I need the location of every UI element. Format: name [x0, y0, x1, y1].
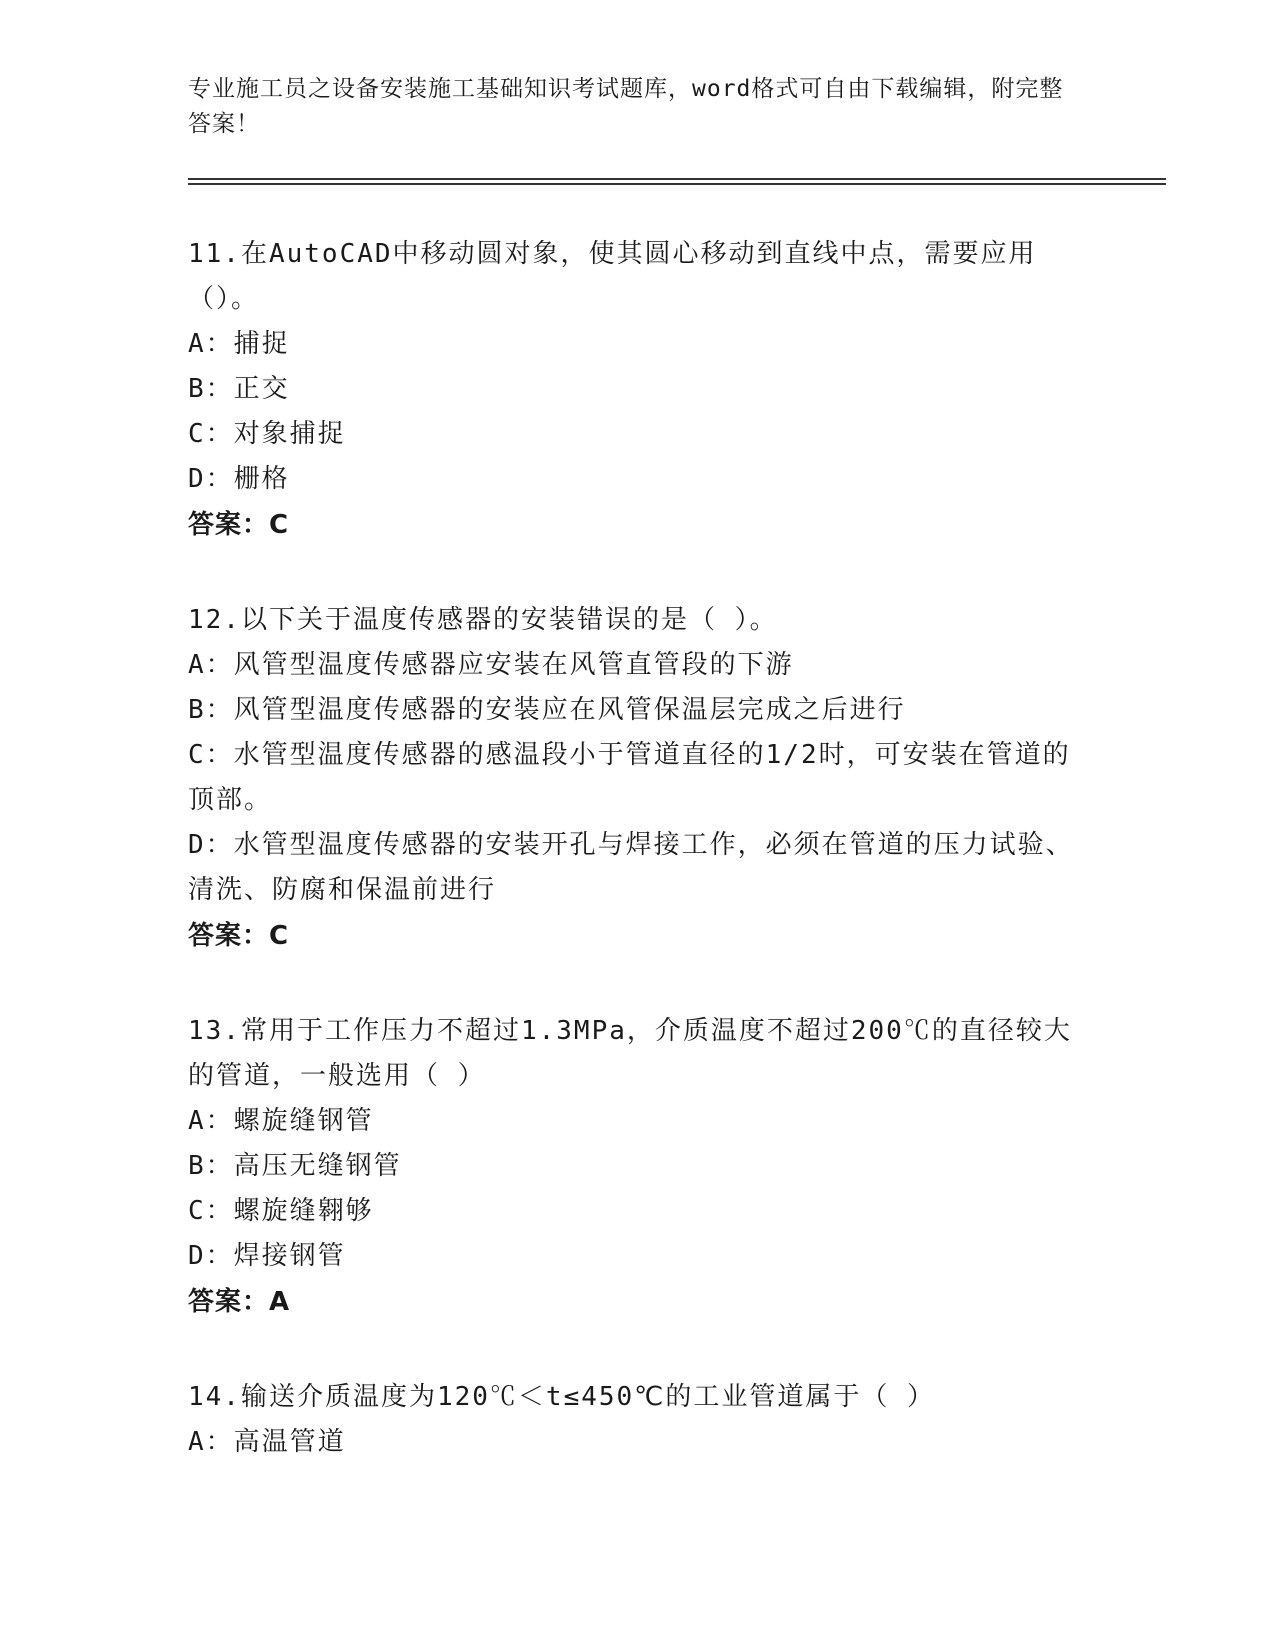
question-13	[188, 1009, 1088, 1325]
answer-label: 答案：C	[188, 510, 290, 540]
option-a: A：捕捉	[188, 329, 290, 359]
question-14	[188, 1375, 1088, 1465]
question-list	[188, 232, 1088, 1515]
question-12	[188, 598, 1088, 959]
option-d: D：水管型温度传感器的安装开孔与焊接工作，必须在管道的压力试验、清洗、防腐和保温前进行	[188, 830, 1074, 905]
question-11	[188, 232, 1088, 548]
option-c: C：水管型温度传感器的感温段小于管道直径的1/2时，可安装在管道的顶部。	[188, 740, 1071, 815]
question-stem: 12.以下关于温度传感器的安装错误的是（ ）。	[188, 605, 778, 635]
option-c: C：螺旋缝翱够	[188, 1196, 374, 1226]
option-b: B：风管型温度传感器的安装应在风管保温层完成之后进行	[188, 695, 906, 725]
answer-label: 答案：C	[188, 921, 290, 951]
header-divider-top	[188, 178, 1166, 180]
option-d: D：焊接钢管	[188, 1241, 346, 1271]
option-a: A：螺旋缝钢管	[188, 1106, 374, 1136]
question-stem: 11.在AutoCAD中移动圆对象，使其圆心移动到直线中点，需要应用（）。	[188, 239, 1037, 314]
question-stem: 13.常用于工作压力不超过1.3MPa，介质温度不超过200℃的直径较大的管道，一般选用（ ）	[188, 1016, 1072, 1091]
question-stem: 14.输送介质温度为120℃＜t≤450℃的工业管道属于（ ）	[188, 1382, 936, 1412]
option-a: A：高温管道	[188, 1427, 346, 1457]
option-a: A：风管型温度传感器应安装在风管直管段的下游	[188, 650, 794, 680]
option-d: D：栅格	[188, 464, 290, 494]
option-c: C：对象捕捉	[188, 419, 346, 449]
header-divider-bottom	[188, 183, 1166, 185]
option-b: B：高压无缝钢管	[188, 1151, 402, 1181]
option-b: B：正交	[188, 374, 290, 404]
page-header-title: 专业施工员之设备安装施工基础知识考试题库，word格式可自由下载编辑，附完整答案！	[188, 76, 1064, 137]
answer-label: 答案：A	[188, 1287, 291, 1317]
